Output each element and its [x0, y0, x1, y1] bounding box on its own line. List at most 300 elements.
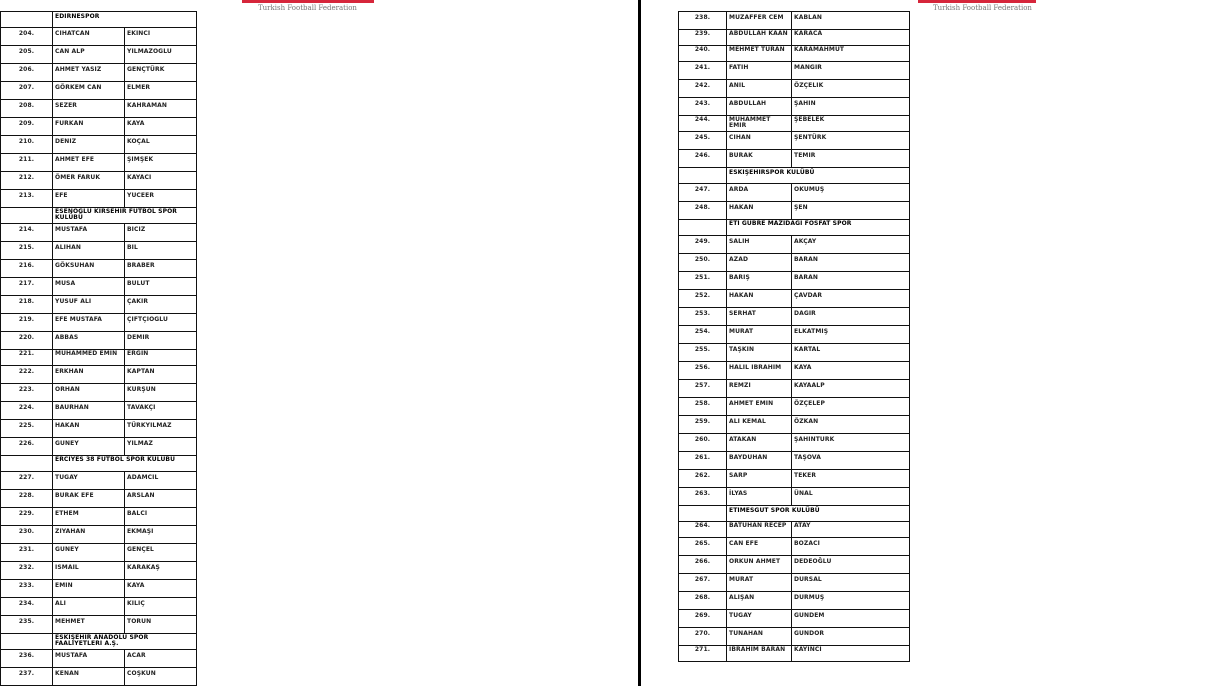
player-last-name: ERGIN [125, 350, 197, 366]
player-first-name: TUNAHAN [727, 628, 792, 646]
player-last-name: ŞEBELEK [792, 116, 910, 132]
player-first-name: MEHMET TURAN [727, 46, 792, 62]
club-header-row [679, 506, 910, 522]
player-first-name: KENAN [53, 668, 125, 686]
player-roster-table [0, 11, 197, 686]
player-row [1, 668, 197, 686]
player-row [679, 290, 910, 308]
player-last-name: DAGIR [792, 308, 910, 326]
player-row [679, 116, 910, 132]
player-last-name: ÜNAL [792, 488, 910, 506]
player-last-name: TORUN [125, 616, 197, 634]
player-number: 250. [679, 254, 727, 272]
player-row [679, 344, 910, 362]
player-last-name: DURMUŞ [792, 592, 910, 610]
player-number: 245. [679, 132, 727, 150]
player-first-name: BURAK EFE [53, 490, 125, 508]
player-number: 257. [679, 380, 727, 398]
player-number: 230. [1, 526, 53, 544]
player-last-name: BARAN [792, 272, 910, 290]
player-last-name: BULUT [125, 278, 197, 296]
player-row [679, 362, 910, 380]
player-number: 241. [679, 62, 727, 80]
player-first-name: TAŞKIN [727, 344, 792, 362]
player-number: 249. [679, 236, 727, 254]
club-row-blank-cell [679, 506, 727, 522]
player-row [679, 380, 910, 398]
player-row [679, 574, 910, 592]
player-row [1, 296, 197, 314]
club-name: ESENOGLU KIRSEHIR FUTBOL SPOR KULÜBÜ [53, 208, 197, 224]
player-row [679, 326, 910, 344]
player-number: 224. [1, 402, 53, 420]
player-last-name: TAŞOVA [792, 452, 910, 470]
player-number: 261. [679, 452, 727, 470]
player-row [1, 118, 197, 136]
player-number: 222. [1, 366, 53, 384]
player-first-name: SERHAT [727, 308, 792, 326]
player-last-name: KAYACI [125, 172, 197, 190]
player-number: 234. [1, 598, 53, 616]
player-first-name: HAKAN [53, 420, 125, 438]
player-first-name: GUNEY [53, 544, 125, 562]
player-number: 264. [679, 522, 727, 538]
player-last-name: DEMIR [125, 332, 197, 350]
player-last-name: ATAY [792, 522, 910, 538]
player-row [679, 610, 910, 628]
player-number: 260. [679, 434, 727, 452]
player-first-name: ABDULLAH [727, 98, 792, 116]
player-row [679, 184, 910, 202]
club-name: EDIRNESPOR [53, 12, 197, 28]
player-number: 220. [1, 332, 53, 350]
player-last-name: TEMIR [792, 150, 910, 168]
player-number: 269. [679, 610, 727, 628]
player-number: 206. [1, 64, 53, 82]
player-first-name: ISMAIL [53, 562, 125, 580]
player-number: 258. [679, 398, 727, 416]
player-first-name: ETHEM [53, 508, 125, 526]
player-number: 259. [679, 416, 727, 434]
player-number: 231. [1, 544, 53, 562]
player-last-name: BICIZ [125, 224, 197, 242]
player-first-name: MUSTAFA [53, 224, 125, 242]
player-first-name: HAKAN [727, 202, 792, 220]
player-first-name: CAN ALP [53, 46, 125, 64]
player-first-name: EFE [53, 190, 125, 208]
player-number: 237. [1, 668, 53, 686]
player-first-name: TUGAY [53, 472, 125, 490]
player-first-name: ATAKAN [727, 434, 792, 452]
player-row [1, 154, 197, 172]
player-row [1, 384, 197, 402]
player-row [1, 100, 197, 118]
player-first-name: FATIH [727, 62, 792, 80]
document-page-right [641, 0, 1219, 686]
club-row-blank-cell [1, 208, 53, 224]
player-first-name: GÖKSUHAN [53, 260, 125, 278]
player-last-name: ÇIFTÇIOGLU [125, 314, 197, 332]
player-row [1, 580, 197, 598]
player-row [679, 488, 910, 506]
player-last-name: OKUMUŞ [792, 184, 910, 202]
player-number: 255. [679, 344, 727, 362]
player-last-name: GENÇEL [125, 544, 197, 562]
club-name: ETI GUBRE MAZIDAGI FOSFAT SPOR [727, 220, 910, 236]
player-row [679, 80, 910, 98]
player-row [679, 272, 910, 290]
player-last-name: EKMAŞI [125, 526, 197, 544]
player-last-name: KAPTAN [125, 366, 197, 384]
player-row [1, 544, 197, 562]
player-first-name: ORHAN [53, 384, 125, 402]
player-first-name: MEHMET [53, 616, 125, 634]
player-row [679, 30, 910, 46]
player-last-name: ELKATMIŞ [792, 326, 910, 344]
player-last-name: BALCI [125, 508, 197, 526]
player-first-name: GUNEY [53, 438, 125, 456]
player-row [1, 616, 197, 634]
player-first-name: ORKUN AHMET [727, 556, 792, 574]
player-last-name: ŞAHIN [792, 98, 910, 116]
player-first-name: ABDULLAH KAAN [727, 30, 792, 46]
player-first-name: MUSA [53, 278, 125, 296]
player-number: 227. [1, 472, 53, 490]
player-row [679, 522, 910, 538]
player-first-name: AHMET YASIZ [53, 64, 125, 82]
player-row [1, 278, 197, 296]
player-first-name: SARP [727, 470, 792, 488]
player-number: 266. [679, 556, 727, 574]
club-row-blank-cell [1, 634, 53, 650]
player-last-name: YILMAZ [125, 438, 197, 456]
player-row [679, 646, 910, 662]
player-row [679, 62, 910, 80]
player-last-name: ŞEN [792, 202, 910, 220]
player-first-name: REMZI [727, 380, 792, 398]
player-number: 207. [1, 82, 53, 100]
player-number: 210. [1, 136, 53, 154]
player-row [1, 366, 197, 384]
player-last-name: ÇAVDAR [792, 290, 910, 308]
player-number: 204. [1, 28, 53, 46]
player-number: 205. [1, 46, 53, 64]
player-last-name: KARAMAHMUT [792, 46, 910, 62]
player-row [679, 98, 910, 116]
player-first-name: AHMET EFE [53, 154, 125, 172]
player-last-name: YUCEER [125, 190, 197, 208]
player-last-name: TAVAKÇI [125, 402, 197, 420]
player-number: 215. [1, 242, 53, 260]
player-last-name: MANGIR [792, 62, 910, 80]
page-header: Turkish Football Federation [258, 4, 357, 12]
player-first-name: EMIN [53, 580, 125, 598]
page-header: Turkish Football Federation [933, 4, 1032, 12]
player-row [1, 472, 197, 490]
player-number: 268. [679, 592, 727, 610]
player-last-name: DEDEOĞLU [792, 556, 910, 574]
player-row [679, 12, 910, 30]
player-number: 243. [679, 98, 727, 116]
club-name: ETIMESGUT SPOR KULÜBÜ [727, 506, 910, 522]
player-first-name: YUSUF ALI [53, 296, 125, 314]
player-row [1, 224, 197, 242]
player-number: 246. [679, 150, 727, 168]
player-last-name: ACAR [125, 650, 197, 668]
player-last-name: GUNDOR [792, 628, 910, 646]
player-last-name: KARACA [792, 30, 910, 46]
player-last-name: DURSAL [792, 574, 910, 592]
player-row [1, 526, 197, 544]
player-number: 225. [1, 420, 53, 438]
player-number: 248. [679, 202, 727, 220]
player-first-name: AHMET EMIN [727, 398, 792, 416]
player-number: 263. [679, 488, 727, 506]
player-number: 253. [679, 308, 727, 326]
player-row [1, 82, 197, 100]
header-accent-rule [242, 0, 374, 3]
club-header-row [679, 220, 910, 236]
player-last-name: KOÇAL [125, 136, 197, 154]
player-first-name: CIHAN [727, 132, 792, 150]
player-row [679, 470, 910, 488]
player-first-name: CAN EFE [727, 538, 792, 556]
player-row [1, 490, 197, 508]
player-roster-table [678, 11, 910, 662]
player-number: 239. [679, 30, 727, 46]
player-number: 256. [679, 362, 727, 380]
player-row [679, 254, 910, 272]
player-last-name: KAYINCI [792, 646, 910, 662]
player-first-name: TUGAY [727, 610, 792, 628]
player-last-name: ŞENTÜRK [792, 132, 910, 150]
player-row [1, 314, 197, 332]
player-row [679, 202, 910, 220]
header-accent-rule [918, 0, 1036, 3]
player-last-name: BARAN [792, 254, 910, 272]
player-number: 236. [1, 650, 53, 668]
player-number: 233. [1, 580, 53, 598]
player-row [1, 260, 197, 278]
player-number: 226. [1, 438, 53, 456]
player-row [1, 420, 197, 438]
player-row [679, 452, 910, 470]
player-number: 212. [1, 172, 53, 190]
player-last-name: TEKER [792, 470, 910, 488]
player-last-name: ELMER [125, 82, 197, 100]
player-last-name: ŞIMŞEK [125, 154, 197, 172]
player-first-name: ZIYAHAN [53, 526, 125, 544]
club-header-row [679, 168, 910, 184]
club-header-row [1, 634, 197, 650]
player-last-name: ÖZKAN [792, 416, 910, 434]
club-header-row [1, 12, 197, 28]
player-row [1, 332, 197, 350]
player-last-name: KAYA [125, 580, 197, 598]
player-first-name: MURAT [727, 326, 792, 344]
player-number: 218. [1, 296, 53, 314]
player-first-name: ÖMER FARUK [53, 172, 125, 190]
player-first-name: BAURHAN [53, 402, 125, 420]
player-first-name: DENIZ [53, 136, 125, 154]
player-row [1, 64, 197, 82]
player-number: 235. [1, 616, 53, 634]
player-first-name: ALI KEMAL [727, 416, 792, 434]
player-number: 251. [679, 272, 727, 290]
player-row [679, 592, 910, 610]
player-row [1, 190, 197, 208]
player-number: 208. [1, 100, 53, 118]
player-first-name: ABBAS [53, 332, 125, 350]
player-row [1, 562, 197, 580]
player-first-name: BATUHAN RECEP [727, 522, 792, 538]
player-row [679, 46, 910, 62]
player-number: 265. [679, 538, 727, 556]
club-name: ERCIYES 38 FUTBOL SPOR KULÜBÜ [53, 456, 197, 472]
player-row [679, 538, 910, 556]
player-first-name: ARDA [727, 184, 792, 202]
player-first-name: FURKAN [53, 118, 125, 136]
player-first-name: ALIŞAN [727, 592, 792, 610]
player-row [679, 150, 910, 168]
player-number: 211. [1, 154, 53, 172]
player-number: 244. [679, 116, 727, 132]
player-number: 228. [1, 490, 53, 508]
player-first-name: MUHAMMED EMIN [53, 350, 125, 366]
club-row-blank-cell [1, 456, 53, 472]
player-row [679, 132, 910, 150]
player-first-name: AZAD [727, 254, 792, 272]
player-last-name: ÇAKIR [125, 296, 197, 314]
player-row [679, 628, 910, 646]
player-number: 271. [679, 646, 727, 662]
player-row [1, 28, 197, 46]
player-row [1, 172, 197, 190]
player-first-name: SALIH [727, 236, 792, 254]
player-last-name: ARSLAN [125, 490, 197, 508]
player-first-name: İLYAS [727, 488, 792, 506]
player-first-name: ERKHAN [53, 366, 125, 384]
player-last-name: KAYA [125, 118, 197, 136]
player-number: 242. [679, 80, 727, 98]
player-last-name: ŞAHINTURK [792, 434, 910, 452]
player-first-name: MUHAMMET EMIR [727, 116, 792, 132]
player-number: 252. [679, 290, 727, 308]
player-last-name: KAYA [792, 362, 910, 380]
roster-body [679, 12, 910, 662]
player-number: 262. [679, 470, 727, 488]
player-number: 229. [1, 508, 53, 526]
player-first-name: ANIL [727, 80, 792, 98]
player-last-name: COŞKUN [125, 668, 197, 686]
player-last-name: KABLAN [792, 12, 910, 30]
player-number: 219. [1, 314, 53, 332]
player-first-name: MUSTAFA [53, 650, 125, 668]
player-first-name: IBRAHIM BARAN [727, 646, 792, 662]
player-last-name: KURŞUN [125, 384, 197, 402]
player-number: 247. [679, 184, 727, 202]
player-number: 232. [1, 562, 53, 580]
club-row-blank-cell [679, 220, 727, 236]
player-last-name: KARTAL [792, 344, 910, 362]
player-row [1, 598, 197, 616]
club-name: ESKIŞEHIRSPOR KULÜBÜ [727, 168, 910, 184]
player-row [1, 242, 197, 260]
player-first-name: EFE MUSTAFA [53, 314, 125, 332]
player-row [1, 350, 197, 366]
player-last-name: KAHRAMAN [125, 100, 197, 118]
player-row [679, 556, 910, 574]
player-number: 240. [679, 46, 727, 62]
player-number: 209. [1, 118, 53, 136]
player-first-name: ALI [53, 598, 125, 616]
player-last-name: KILIÇ [125, 598, 197, 616]
player-first-name: MURAT [727, 574, 792, 592]
player-row [1, 46, 197, 64]
player-number: 223. [1, 384, 53, 402]
player-first-name: HALIL IBRAHIM [727, 362, 792, 380]
player-last-name: AKÇAY [792, 236, 910, 254]
club-name: ESKIŞEHIR ANADOLU SPOR FAALIYETLERI A.Ş. [53, 634, 197, 650]
player-first-name: HAKAN [727, 290, 792, 308]
player-first-name: MUZAFFER CEM [727, 12, 792, 30]
player-number: 221. [1, 350, 53, 366]
player-number: 216. [1, 260, 53, 278]
player-last-name: ADAMCIL [125, 472, 197, 490]
player-last-name: GENÇTÜRK [125, 64, 197, 82]
player-row [679, 308, 910, 326]
player-first-name: CIHATCAN [53, 28, 125, 46]
player-last-name: TÜRKYILMAZ [125, 420, 197, 438]
player-row [1, 402, 197, 420]
player-row [679, 236, 910, 254]
player-row [679, 416, 910, 434]
player-row [1, 136, 197, 154]
player-first-name: BURAK [727, 150, 792, 168]
player-last-name: GUNDEM [792, 610, 910, 628]
club-header-row [1, 456, 197, 472]
player-number: 213. [1, 190, 53, 208]
player-number: 254. [679, 326, 727, 344]
player-first-name: ALIHAN [53, 242, 125, 260]
player-number: 217. [1, 278, 53, 296]
club-row-blank-cell [1, 12, 53, 28]
player-first-name: SEZER [53, 100, 125, 118]
player-first-name: BAYDUHAN [727, 452, 792, 470]
player-last-name: BRABER [125, 260, 197, 278]
club-row-blank-cell [679, 168, 727, 184]
player-first-name: GÖRKEM CAN [53, 82, 125, 100]
player-last-name: BOZACI [792, 538, 910, 556]
player-last-name: EKINCI [125, 28, 197, 46]
player-first-name: BARIŞ [727, 272, 792, 290]
player-last-name: YILMAZOGLU [125, 46, 197, 64]
player-number: 238. [679, 12, 727, 30]
player-number: 267. [679, 574, 727, 592]
roster-body [1, 12, 197, 686]
player-row [1, 508, 197, 526]
player-last-name: KARAKAŞ [125, 562, 197, 580]
club-header-row [1, 208, 197, 224]
player-row [1, 438, 197, 456]
player-number: 214. [1, 224, 53, 242]
player-last-name: KAYAALP [792, 380, 910, 398]
player-number: 270. [679, 628, 727, 646]
player-last-name: ÖZÇELIK [792, 80, 910, 98]
player-last-name: BIL [125, 242, 197, 260]
player-row [679, 434, 910, 452]
player-row [679, 398, 910, 416]
